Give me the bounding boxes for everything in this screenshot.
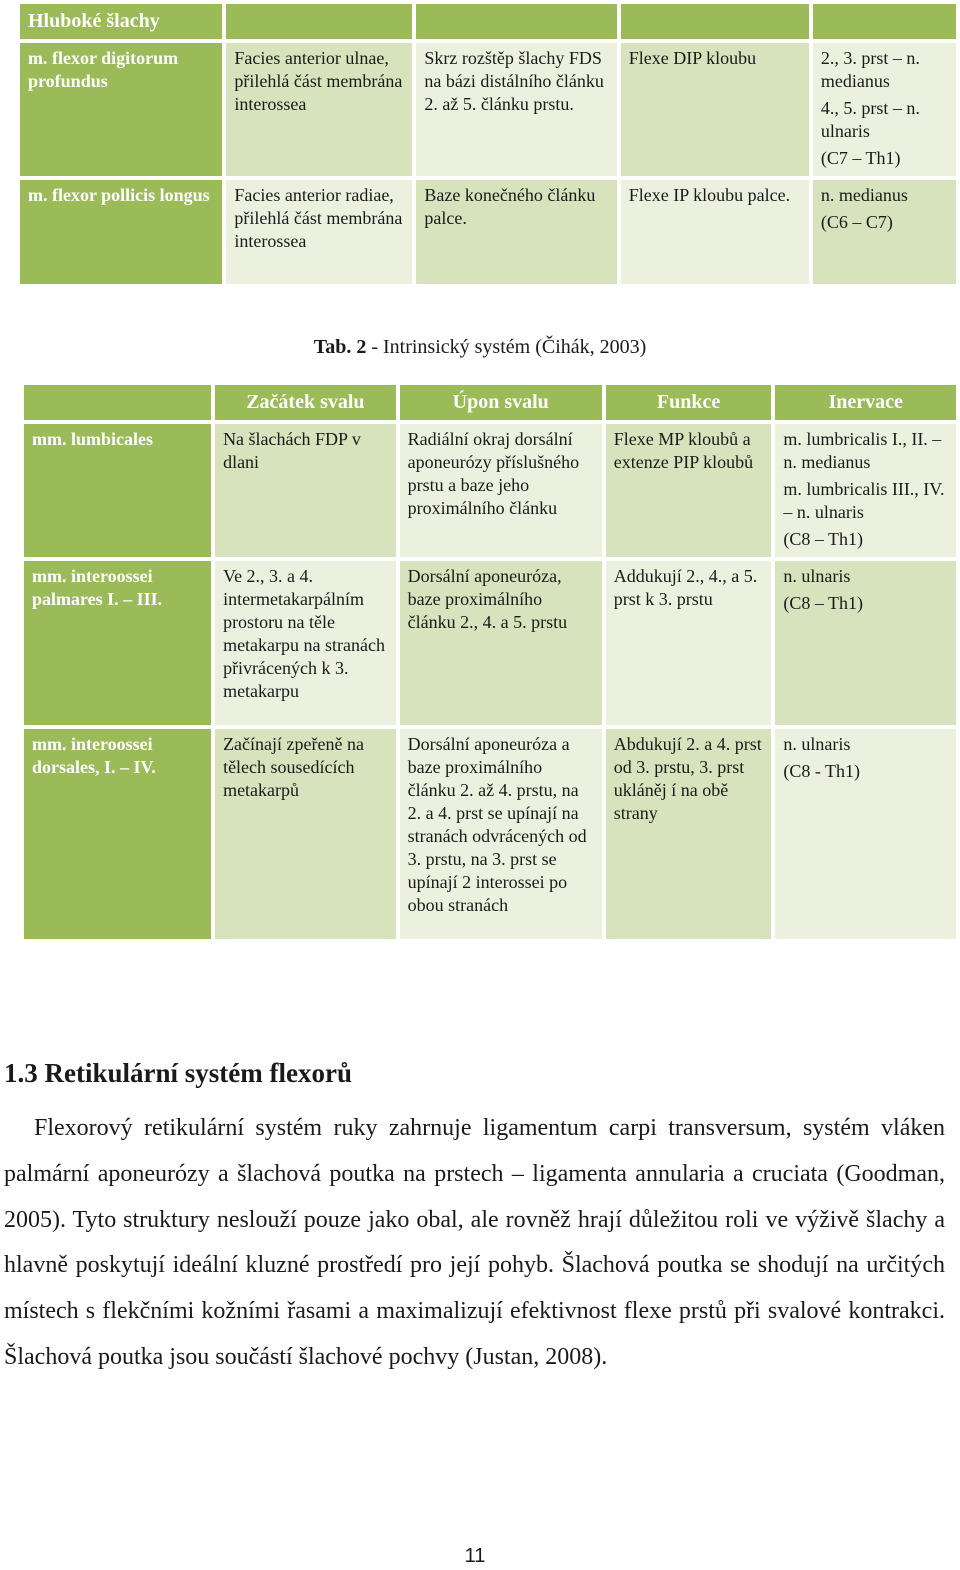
function-cell: Abdukují 2. a 4. prst od 3. prstu, 3. prst ukláněj í na obě strany [606, 729, 772, 939]
table-row [24, 424, 956, 557]
innervation-line: n. ulnaris [783, 566, 851, 586]
section-heading: 1.3 Retikulární systém flexorů [4, 1058, 352, 1088]
table-row [20, 43, 956, 176]
insertion-cell: Radiální okraj dorsální aponeurózy příslušného prstu a baze jeho proximálního článku [400, 424, 602, 557]
innervation-line: n. medianus [820, 185, 908, 205]
start-cell: Facies anterior radiae, přilehlá část membrána interossea [226, 180, 412, 284]
function-cell: Flexe DIP kloubu [621, 43, 809, 176]
table2-header-row [24, 385, 956, 420]
table2-header-cell [24, 385, 211, 420]
innervation-cell [813, 180, 956, 284]
insertion-cell: Dorsální aponeuróza, baze proximálního článku 2., 4. a 5. prstu [400, 561, 602, 725]
innervation-cell [813, 43, 956, 176]
innervation-cell [775, 729, 956, 939]
table-deep-tendons [16, 0, 960, 288]
innervation-cell [775, 424, 956, 557]
muscle-name-cell: m. flexor pollicis longus [20, 180, 222, 284]
start-cell: Začínají zpeřeně na tělech sousedících metakarpů [215, 729, 396, 939]
innervation-cell [775, 561, 956, 725]
function-cell: Addukují 2., 4., a 5. prst k 3. prstu [606, 561, 772, 725]
table1-header-row [20, 4, 956, 39]
table1-header-cell [813, 4, 956, 39]
table2-header-cell: Inervace [775, 385, 956, 420]
table1-header-cell [621, 4, 809, 39]
innervation-line: (C7 – Th1) [820, 148, 901, 168]
insertion-cell: Baze konečného článku palce. [416, 180, 616, 284]
muscle-name-cell: m. flexor digitorum profundus [20, 43, 222, 176]
function-cell: Flexe MP kloubů a extenze PIP kloubů [606, 424, 772, 557]
table1-header-cell [416, 4, 616, 39]
table2-header-cell: Funkce [606, 385, 772, 420]
insertion-cell: Dorsální aponeuróza a baze proximálního článku 2. až 4. prstu, na 2. a 4. prst se upínají na stranách odvrácených od 3. prstu, na 3. prst se upínají 2 interossei po obou stranách [400, 729, 602, 939]
innervation-line: 2., 3. prst – n. medianus [820, 48, 920, 91]
innervation-line: m. lumbricalis I., II. – n. medianus [783, 429, 942, 472]
start-cell: Ve 2., 3. a 4. intermetakarpálním prostoru na těle metakarpu na stranách přivrácených k 3. metakarpu [215, 561, 396, 725]
table-intrinsic-system [20, 381, 960, 943]
paragraph-text: Flexorový retikulární systém ruky zahrnuje ligamentum carpi transversum, systém vláken palmární aponeurózy a šlachová poutka na prstech – ligamenta annularia a cruciata (Goodman, 2005). Tyto struktury neslouží pouze jako obal, ale rovněž hrají důležitou roli ve výživě šlachy a hlavně poskytují ideální kluzné prostředí pro její pohyb. Šlachová poutka se shodují na určitých místech s flekčními kožními řasami a maximalizují efektivnost flexe prstů při svalové kontrakci. Šlachová poutka jsou součástí šlachové pochvy (Justan, 2008). [4, 1115, 945, 1370]
innervation-line: n. ulnaris [783, 734, 851, 754]
muscle-name-cell: mm. lumbicales [24, 424, 211, 557]
innervation-line: (C8 – Th1) [783, 529, 864, 549]
table2-header-cell: Úpon svalu [400, 385, 602, 420]
innervation-line: (C8 – Th1) [783, 593, 864, 613]
start-cell: Facies anterior ulnae, přilehlá část membrána interossea [226, 43, 412, 176]
table2-header-cell: Začátek svalu [215, 385, 396, 420]
caption-text: - Intrinsický systém (Čihák, 2003) [366, 336, 647, 358]
innervation-line: m. lumbricalis III., IV. – n. ulnaris [783, 479, 945, 522]
table-row [20, 180, 956, 284]
muscle-name-cell: mm. interoossei palmares I. – III. [24, 561, 211, 725]
page-number: 11 [464, 1545, 486, 1567]
table-caption [0, 336, 960, 359]
innervation-line: 4., 5. prst – n. ulnaris [820, 98, 920, 141]
body-paragraph [4, 1106, 945, 1381]
table-row [24, 729, 956, 939]
start-cell: Na šlachách FDP v dlani [215, 424, 396, 557]
muscle-name-cell: mm. interoossei dorsales, I. – IV. [24, 729, 211, 939]
innervation-line: (C8 - Th1) [783, 761, 861, 781]
table-row [24, 561, 956, 725]
table1-header-cell: Hluboké šlachy [20, 4, 222, 39]
function-cell: Flexe IP kloubu palce. [621, 180, 809, 284]
insertion-cell: Skrz rozštěp šlachy FDS na bázi distálního článku 2. až 5. článku prstu. [416, 43, 616, 176]
table1-header-cell [226, 4, 412, 39]
caption-label: Tab. 2 [313, 336, 367, 358]
innervation-line: (C6 – C7) [820, 212, 893, 232]
